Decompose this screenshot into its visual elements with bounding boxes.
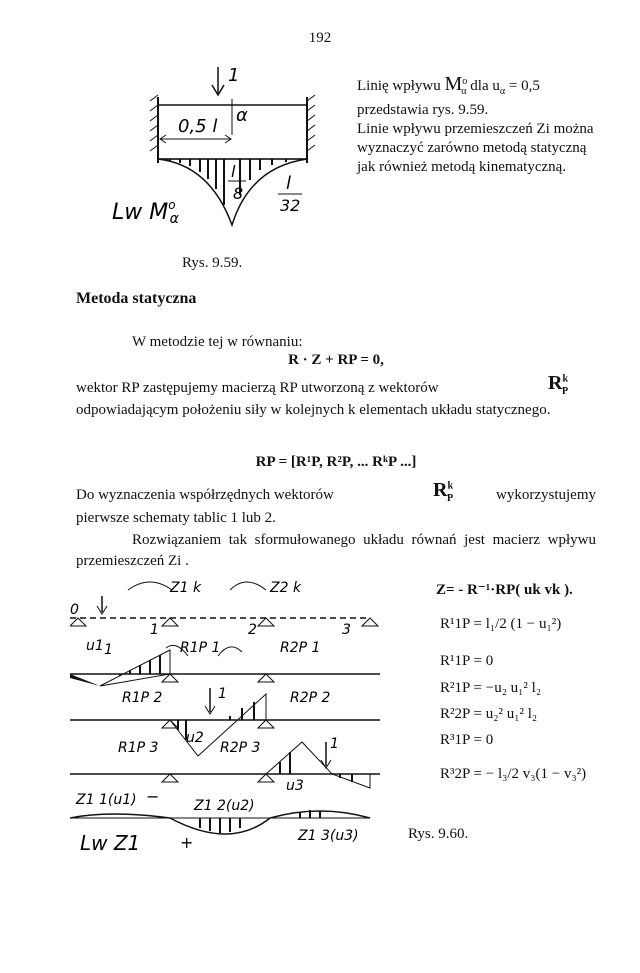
value1-num: l [231, 162, 236, 181]
section-title: Metoda statyczna [76, 290, 197, 307]
r1p2-label: R1P 2 [122, 690, 163, 706]
caption-9-59: Rys. 9.59. [182, 255, 243, 271]
side-line-2: przedstawia rys. 9.59. [357, 102, 489, 118]
dim-label: 0,5 l [178, 116, 218, 137]
figure-9-60 [70, 578, 400, 858]
r1p1-label: R1P 1 [180, 640, 221, 656]
minus-sign: − [146, 787, 160, 806]
paragraph-2: Do wyznaczenia współrzędnych wektorów [76, 487, 334, 503]
formula-z: Z= - R⁻¹·RP( uk vk ). [436, 582, 573, 598]
u2-label: u2 [186, 730, 204, 746]
equation-2: RP = [R¹P, R²P, ... RᵏP ...] [255, 454, 417, 470]
beam-row-1 [70, 582, 378, 626]
intro-text: W metodzie tej w równaniu: [132, 334, 303, 350]
paragraph-3: Rozwiązaniem tak sformułowanego układu równań jest macierz wpływu przemieszczeń Zi . [76, 532, 596, 569]
alpha-label: α [236, 105, 248, 126]
right-wall [307, 95, 315, 163]
z1k-label: Z1 k [170, 580, 202, 596]
node-1: 1 [150, 622, 159, 638]
r2p1-label: R2P 1 [280, 640, 321, 656]
z2k-label: Z2 k [270, 580, 302, 596]
left-wall [150, 95, 158, 163]
figure-9-59 [100, 55, 330, 240]
value2-den: 32 [280, 196, 301, 215]
r2p3-label: R2P 3 [220, 740, 261, 756]
rk-symbol-1: $R^k_P$ [548, 372, 569, 397]
paragraph-2b: pierwsze schematy tablic 1 lub 2. [76, 510, 276, 526]
formula-1: R¹1P = l₁/2 (1 − u₁²) [440, 616, 562, 632]
caption-9-60: Rys. 9.60. [408, 826, 469, 842]
equation-1: R · Z + RP = 0, [288, 352, 384, 368]
one-2: 1 [218, 686, 227, 702]
side-line-1: Linię wpływu $M^o_\alpha$ dla $u_\alpha = 0,5$ [357, 73, 540, 97]
value2-num: l [286, 173, 292, 194]
page-number: 192 [308, 30, 332, 46]
z11-label: Z1 1(u1) [76, 792, 137, 808]
u3-label: u3 [286, 778, 304, 794]
rk-symbol-2: $R^k_P$ [433, 479, 454, 504]
r1p3-label: R1P 3 [118, 740, 159, 756]
formula-6: R³2P = − l₃/2 v₃(1 − v₃²) [440, 766, 587, 782]
node-0: 0 [70, 602, 79, 618]
lw-label: Lw $M^o$ α [112, 198, 179, 227]
side-text [357, 72, 597, 177]
formula-5: R³1P = 0 [440, 732, 494, 748]
load-arrow [212, 67, 224, 95]
formula-2: R¹1P = 0 [440, 653, 494, 669]
z13-label: Z1 3(u3) [298, 828, 359, 844]
paragraph-1: wektor RP zastępujemy macierzą RP utworzoną z wektorów [76, 380, 439, 396]
z12-label: Z1 2(u2) [194, 798, 255, 814]
r2p2-label: R2P 2 [290, 690, 331, 706]
formula-3: R²1P = −u₂ u₁² l₂ [440, 680, 542, 696]
plus-sign: + [180, 833, 194, 852]
lw-z1-label: Lw Z1 [80, 831, 141, 855]
u1-label: u1 [86, 638, 104, 654]
node-2: 2 [248, 622, 257, 638]
formula-4: R²2P = u₂² u₁² l₂ [440, 706, 538, 722]
paragraph-1b: odpowiadającym położeniu siły w kolejnych k elementach układu statycznego. [76, 402, 551, 418]
one-3: 1 [330, 736, 339, 752]
value1-den: 8 [233, 184, 244, 203]
side-para: Linie wpływu przemieszczeń Zi można wyznaczyć zarówno metodą statyczną jak również metodą kinematyczną. [357, 121, 594, 175]
node-3: 3 [342, 622, 351, 638]
load-label: 1 [228, 65, 240, 86]
one-1: 1 [104, 642, 113, 658]
paragraph-2-end: wykorzystujemy [496, 487, 596, 503]
beam-row-2 [70, 645, 380, 686]
